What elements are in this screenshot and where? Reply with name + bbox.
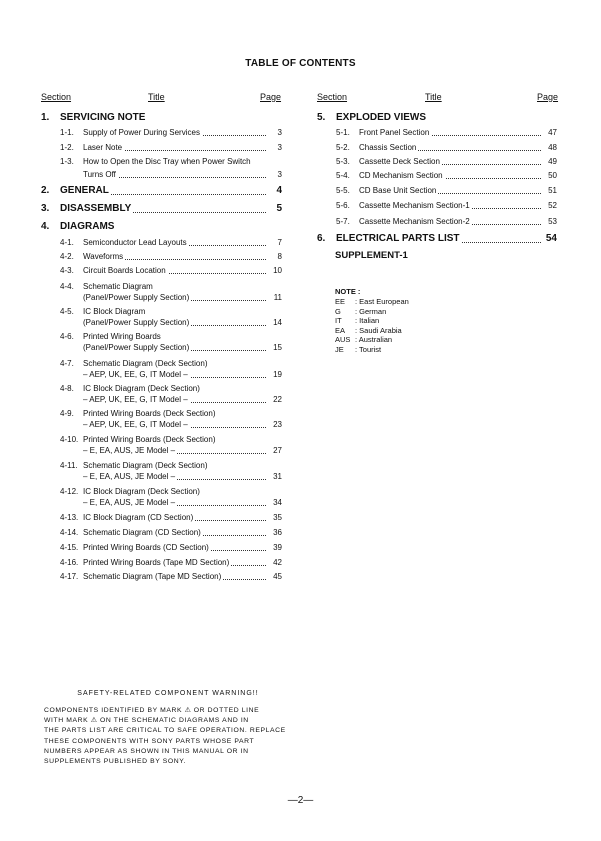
toc-title: (Panel/Power Supply Section)	[83, 318, 266, 328]
toc-page-number: 49	[548, 157, 557, 166]
toc-number: 1-1.	[60, 128, 74, 137]
toc-title: Schematic Diagram (CD Section)	[83, 528, 266, 538]
toc-number: 4-13.	[60, 513, 79, 522]
toc-title: – E, EA, AUS, JE Model –	[83, 498, 266, 508]
toc-title: Printed Wiring Boards	[83, 332, 161, 341]
note-code: G	[335, 306, 341, 316]
toc-page-number: 19	[273, 370, 282, 379]
page-number: —2—	[287, 795, 314, 806]
toc-title: Chassis Section	[359, 143, 541, 153]
note-code: AUS	[335, 335, 351, 344]
toc-number: 5-3.	[336, 157, 350, 166]
toc-title: Cassette Deck Section	[359, 157, 541, 167]
header-section-right: Section	[317, 92, 348, 102]
note-code: EE	[335, 297, 346, 306]
toc-title: – AEP, UK, EE, G, IT Model –	[83, 420, 266, 430]
toc-number: 1.	[41, 112, 50, 123]
toc-number: 4-6.	[60, 332, 74, 341]
toc-title: How to Open the Disc Tray when Power Switch	[83, 157, 251, 166]
toc-number: 4-12.	[60, 487, 79, 496]
toc-page-number: 42	[273, 558, 282, 567]
toc-page-number: 47	[548, 128, 557, 137]
toc-title: Waveforms	[83, 252, 266, 262]
toc-title: Printed Wiring Boards (CD Section)	[83, 543, 266, 553]
header-page-right: Page	[537, 92, 559, 102]
note-desc: : Australian	[355, 335, 393, 344]
toc-page-number: 35	[273, 513, 282, 522]
toc-page-number: 27	[273, 446, 282, 455]
toc-title: (Panel/Power Supply Section)	[83, 293, 266, 303]
toc-title: Turns Off	[83, 170, 266, 180]
note-item	[335, 335, 475, 345]
toc-title: Schematic Diagram (Tape MD Section)	[83, 572, 266, 582]
toc-title: IC Block Diagram	[83, 307, 146, 316]
note-code: JE	[335, 344, 344, 354]
toc-title: IC Block Diagram (Deck Section)	[83, 487, 200, 496]
toc-left-column	[41, 110, 282, 590]
toc-title: CD Base Unit Section	[359, 186, 541, 196]
page-title: TABLE OF CONTENTS	[245, 58, 356, 69]
toc-page-number: 23	[273, 420, 282, 429]
note-desc: : Saudi Arabia	[355, 325, 402, 335]
note-desc: : East European	[355, 297, 409, 306]
toc-number: 5-4.	[336, 171, 350, 180]
toc-page-number: 31	[273, 472, 282, 481]
note-list	[335, 297, 475, 354]
toc-title: Printed Wiring Boards (Deck Section)	[83, 409, 216, 418]
toc-page-number: 22	[273, 395, 282, 404]
toc-title: Circuit Boards Location	[83, 266, 266, 276]
warning-line: SUPPLEMENTS PUBLISHED BY SONY.	[44, 758, 187, 766]
toc-number: 4-16.	[60, 558, 79, 567]
toc-number: 4-14.	[60, 528, 79, 537]
toc-page-number: 36	[273, 528, 282, 537]
toc-title: (Panel/Power Supply Section)	[83, 343, 266, 353]
toc-page-number: 50	[548, 171, 557, 180]
toc-title: GENERAL	[60, 185, 266, 197]
toc-number: 4-7.	[60, 359, 74, 368]
toc-page-number: 4	[276, 185, 282, 196]
toc-number: 6.	[317, 233, 326, 244]
note-code: IT	[335, 316, 342, 325]
toc-number: 4-2.	[60, 252, 74, 261]
note-desc: : German	[355, 306, 387, 316]
toc-number: 4-4.	[60, 282, 74, 291]
warning-line: THESE COMPONENTS WITH SONY PARTS WHOSE PART	[44, 737, 255, 745]
toc-page-number: 7	[277, 238, 282, 247]
toc-number: 5-6.	[336, 201, 350, 210]
toc-page-number: 3	[277, 170, 282, 179]
warning-line: WITH MARK ⚠ ON THE SCHEMATIC DIAGRAMS AND IN	[44, 717, 249, 725]
toc-title: CD Mechanism Section	[359, 171, 541, 181]
toc-title: Printed Wiring Boards (Deck Section)	[83, 435, 216, 444]
toc-title: DISASSEMBLY	[60, 203, 266, 215]
toc-title: – AEP, UK, EE, G, IT Model –	[83, 370, 266, 380]
toc-number: 4-8.	[60, 384, 74, 393]
toc-page-number: 8	[277, 252, 282, 261]
toc-page-number: 14	[273, 318, 282, 327]
toc-title: Printed Wiring Boards (Tape MD Section)	[83, 558, 266, 568]
toc-number: 5-2.	[336, 143, 350, 152]
toc-title: EXPLODED VIEWS	[336, 112, 427, 123]
note-item	[335, 326, 475, 336]
toc-title: – E, EA, AUS, JE Model –	[83, 472, 266, 482]
note-item	[335, 345, 475, 355]
toc-number: 5-7.	[336, 217, 350, 226]
header-title-left: Title	[148, 92, 165, 102]
toc-title: Supply of Power During Services	[83, 128, 266, 138]
toc-title: Schematic Diagram (Deck Section)	[83, 461, 208, 470]
toc-number: 4-9.	[60, 409, 74, 418]
header-section-left: Section	[41, 92, 72, 102]
warning-line: NUMBERS APPEAR AS SHOWN IN THIS MANUAL OR IN	[44, 747, 249, 755]
toc-number: 5-1.	[336, 128, 350, 137]
toc-number: 5-5.	[336, 186, 350, 195]
toc-page-number: 54	[545, 233, 557, 244]
toc-page-number: 53	[548, 217, 557, 226]
toc-page-number: 39	[273, 543, 282, 552]
toc-number: 4-17.	[60, 572, 79, 581]
toc-number: 2.	[41, 185, 50, 196]
toc-title: Schematic Diagram	[83, 282, 153, 291]
note-desc: : Italian	[355, 316, 380, 325]
toc-title: DIAGRAMS	[60, 221, 115, 232]
warning-line: THE PARTS LIST ARE CRITICAL TO SAFE OPERATION. REPLACE	[44, 727, 286, 735]
header-page-left: Page	[260, 92, 282, 102]
warning-text	[44, 706, 292, 767]
toc-page-number: 51	[548, 186, 557, 195]
toc-title: IC Block Diagram (CD Section)	[83, 513, 266, 523]
toc-page-number: 52	[548, 201, 557, 210]
supplement-label: SUPPLEMENT-1	[335, 250, 408, 261]
toc-page-number: 34	[273, 498, 282, 507]
note-desc: : Tourist	[355, 344, 382, 354]
toc-right-column	[317, 110, 557, 260]
header-title-right: Title	[425, 92, 442, 102]
note-item	[335, 307, 475, 317]
toc-title: Laser Note	[83, 143, 266, 153]
toc-title: – AEP, UK, EE, G, IT Model –	[83, 395, 266, 405]
toc-title: – E, EA, AUS, JE Model –	[83, 446, 266, 456]
toc-title: Cassette Mechanism Section-2	[359, 217, 541, 227]
toc-page-number: 3	[277, 128, 282, 137]
toc-page-number: 11	[273, 293, 282, 302]
toc-number: 1-3.	[60, 157, 74, 166]
note-item	[335, 316, 475, 326]
toc-page-number: 5	[276, 203, 282, 214]
toc-number: 4-5.	[60, 307, 74, 316]
note-heading: NOTE :	[335, 287, 361, 296]
toc-number: 5.	[317, 112, 326, 123]
toc-number: 1-2.	[60, 143, 74, 152]
toc-page-number: 45	[273, 572, 282, 581]
toc-number: 4-10.	[60, 435, 79, 444]
note-code: EA	[335, 325, 346, 335]
toc-number: 4-1.	[60, 238, 74, 247]
toc-title: ELECTRICAL PARTS LIST	[336, 233, 541, 245]
toc-number: 4-3.	[60, 266, 74, 275]
note-item	[335, 297, 475, 307]
toc-page-number: 3	[277, 143, 282, 152]
toc-page-number: 15	[273, 343, 282, 352]
toc-title: Schematic Diagram (Deck Section)	[83, 359, 208, 368]
toc-number: 4.	[41, 221, 50, 232]
toc-number: 4-11.	[60, 461, 78, 470]
toc-number: 4-15.	[60, 543, 79, 552]
toc-page-number: 48	[548, 143, 557, 152]
toc-title: Front Panel Section	[359, 128, 541, 138]
toc-title: SERVICING NOTE	[60, 112, 146, 123]
toc-title: Semiconductor Lead Layouts	[83, 238, 266, 248]
toc-title: Cassette Mechanism Section-1	[359, 201, 541, 211]
warning-title: SAFETY-RELATED COMPONENT WARNING!!	[77, 690, 259, 697]
toc-title: IC Block Diagram (Deck Section)	[83, 384, 200, 393]
toc-page-number: 10	[273, 266, 282, 275]
toc-number: 3.	[41, 203, 50, 214]
warning-line: COMPONENTS IDENTIFIED BY MARK ⚠ OR DOTTED LINE	[44, 707, 260, 714]
